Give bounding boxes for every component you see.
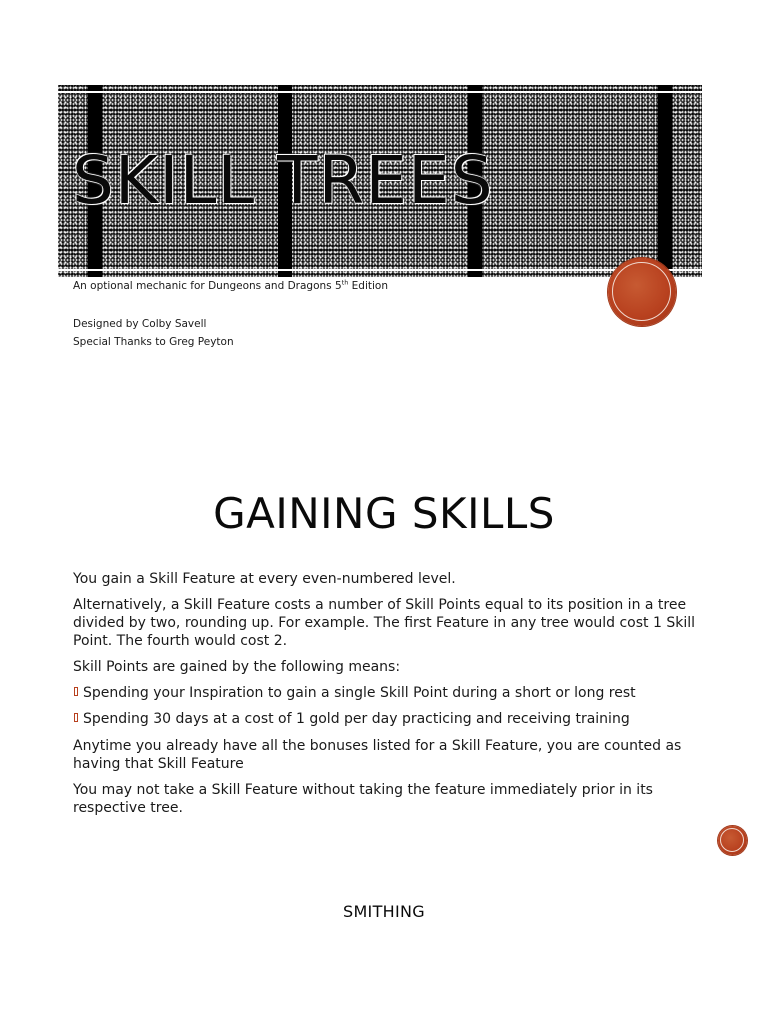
subtitle (73, 280, 388, 292)
thanks-credit: Special Thanks to Greg Peyton (73, 336, 234, 348)
subtitle-text: An optional mechanic for Dungeons and Dragons 5 (73, 280, 342, 292)
circle-ring (720, 828, 744, 852)
subtitle-edition: Edition (348, 280, 388, 292)
paragraph-1: You gain a Skill Feature at every even-numbered level. (73, 571, 456, 587)
bullet-text: Spending your Inspiration to gain a single Skill Point during a short or long rest (83, 685, 636, 701)
designer-credit: Designed by Colby Savell (73, 318, 207, 330)
paragraph-3: Skill Points are gained by the following means: (73, 659, 401, 675)
list-item (73, 710, 713, 728)
paragraph-4: Anytime you already have all the bonuses listed for a Skill Feature, you are counted as having that Skill Feature (73, 738, 682, 772)
section-title-gaining-skills: GAINING SKILLS (213, 489, 555, 538)
page-title: SKILL TREES (72, 142, 494, 219)
bullet-box-icon (74, 687, 78, 696)
paragraph-5: You may not take a Skill Feature without taking the feature immediately prior in its respective tree. (73, 782, 653, 816)
section-title-smithing: SMITHING (343, 902, 425, 921)
banner-bottom-rule (58, 269, 702, 271)
circle-ring (612, 262, 671, 321)
red-circle-icon (718, 826, 747, 855)
paragraph-2: Alternatively, a Skill Feature costs a number of Skill Points equal to its position in a tree divided by two, rounding up. For example. The first Feature in any tree would cost 1 Skill Point. The fourth would cost 2. (73, 597, 696, 649)
banner-top-rule (58, 91, 702, 93)
red-circle-icon (608, 258, 676, 326)
bullet-box-icon (74, 713, 78, 722)
list-item (73, 684, 713, 702)
subtitle-ordinal: th (341, 278, 349, 287)
bullet-text: Spending 30 days at a cost of 1 gold per day practicing and receiving training (83, 711, 630, 727)
